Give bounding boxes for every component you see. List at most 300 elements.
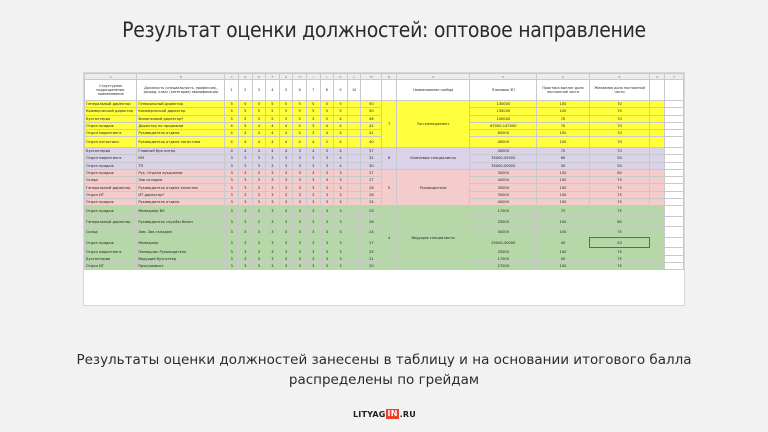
factor-cell[interactable]: 4 [320, 130, 334, 137]
factor-cell[interactable]: 3 [293, 206, 307, 217]
factor-cell[interactable] [347, 216, 361, 227]
dept-cell[interactable]: Отдел продаж [85, 169, 137, 176]
header-extra[interactable] [665, 80, 684, 101]
dept-cell[interactable]: Коммерческий директор [85, 108, 137, 115]
position-cell[interactable]: КМ [137, 155, 225, 162]
practice-cell[interactable]: 100 [537, 177, 589, 184]
factor-cell[interactable] [347, 206, 361, 217]
practice-cell[interactable]: 100 [537, 248, 589, 255]
dept-cell[interactable]: Отдел продаж [85, 206, 137, 217]
grade-name-cell[interactable]: Ключевые специалисты [397, 147, 470, 169]
position-cell[interactable]: Финансовый директор* [137, 115, 225, 122]
salary-cell[interactable]: 17000 [470, 255, 537, 262]
total-cell[interactable]: 27 [361, 169, 382, 176]
factor-cell[interactable]: 5 [225, 108, 239, 115]
factor-cell[interactable] [347, 162, 361, 169]
practice-cell[interactable]: 100 [537, 216, 589, 227]
position-cell[interactable]: Руководитель службы безоп [137, 216, 225, 227]
factor-cell[interactable]: 3 [293, 262, 307, 269]
dept-cell[interactable]: Бухгалтерия [85, 147, 137, 154]
column-letter[interactable]: D [238, 74, 252, 80]
factor-cell[interactable]: 3 [279, 162, 293, 169]
factor-cell[interactable]: 5 [238, 115, 252, 122]
dept-cell[interactable]: Отдел маркетинга [85, 155, 137, 162]
factor-cell[interactable]: 3 [334, 177, 348, 184]
extra-cell[interactable] [665, 122, 684, 129]
header-salary[interactable]: Плановая ЗП [470, 80, 537, 101]
factor-cell[interactable]: 3 [279, 237, 293, 248]
header-factor[interactable]: 4 [266, 80, 280, 101]
factor-cell[interactable]: 5 [279, 108, 293, 115]
factor-cell[interactable]: 4 [334, 147, 348, 154]
column-letter[interactable]: J [320, 74, 334, 80]
position-cell[interactable]: Руководитель отдела [137, 130, 225, 137]
dept-cell[interactable]: Отдел продаж [85, 122, 137, 129]
factor-cell[interactable]: 4 [225, 137, 239, 148]
target-cell[interactable]: 75 [589, 227, 650, 238]
factor-cell[interactable]: 3 [252, 191, 266, 198]
factor-cell[interactable] [347, 248, 361, 255]
factor-cell[interactable] [347, 155, 361, 162]
factor-cell[interactable]: 3 [225, 237, 239, 248]
factor-cell[interactable]: 5 [225, 115, 239, 122]
extra-cell[interactable] [650, 227, 665, 238]
factor-cell[interactable]: 5 [252, 108, 266, 115]
factor-cell[interactable]: 3 [293, 199, 307, 206]
total-cell[interactable]: 32 [361, 155, 382, 162]
factor-cell[interactable]: 4 [252, 147, 266, 154]
extra-cell[interactable] [665, 162, 684, 169]
factor-cell[interactable]: 3 [334, 191, 348, 198]
column-letter[interactable]: H [293, 74, 307, 80]
factor-cell[interactable]: 3 [225, 169, 239, 176]
factor-cell[interactable]: 3 [320, 184, 334, 191]
dept-cell[interactable]: Отдел ИТ [85, 191, 137, 198]
extra-cell[interactable] [665, 227, 684, 238]
factor-cell[interactable] [347, 130, 361, 137]
dept-cell[interactable]: Отдел логистики [85, 137, 137, 148]
extra-cell[interactable] [665, 137, 684, 148]
header-blank[interactable] [361, 80, 382, 101]
dept-cell[interactable]: Генеральный директор [85, 216, 137, 227]
extra-cell[interactable] [650, 169, 665, 176]
total-cell[interactable]: 50 [361, 108, 382, 115]
position-cell[interactable]: ИТ директор* [137, 191, 225, 198]
salary-cell[interactable]: 35000 [470, 191, 537, 198]
factor-cell[interactable]: 3 [238, 206, 252, 217]
target-cell[interactable]: 75 [589, 184, 650, 191]
extra-cell[interactable] [665, 115, 684, 122]
factor-cell[interactable]: 4 [252, 130, 266, 137]
factor-cell[interactable]: 3 [306, 177, 320, 184]
factor-cell[interactable]: 3 [252, 184, 266, 191]
practice-cell[interactable]: 70 [537, 115, 589, 122]
factor-cell[interactable]: 3 [225, 162, 239, 169]
extra-cell[interactable] [665, 216, 684, 227]
salary-cell[interactable]: 130000 [470, 108, 537, 115]
dept-cell[interactable]: Генеральный директор [85, 184, 137, 191]
header-extra[interactable] [650, 80, 665, 101]
factor-cell[interactable]: 3 [279, 199, 293, 206]
factor-cell[interactable]: 5 [238, 101, 252, 108]
practice-cell[interactable]: 100 [537, 199, 589, 206]
factor-cell[interactable]: 4 [252, 122, 266, 129]
factor-cell[interactable]: 3 [225, 206, 239, 217]
factor-cell[interactable]: 3 [238, 169, 252, 176]
factor-cell[interactable]: 3 [306, 162, 320, 169]
target-cell[interactable]: 75 [589, 206, 650, 217]
factor-cell[interactable]: 3 [306, 248, 320, 255]
factor-cell[interactable]: 3 [334, 199, 348, 206]
factor-cell[interactable]: 3 [266, 199, 280, 206]
factor-cell[interactable]: 3 [266, 191, 280, 198]
total-cell[interactable]: 27 [361, 177, 382, 184]
extra-cell[interactable] [665, 147, 684, 154]
extra-cell[interactable] [650, 137, 665, 148]
factor-cell[interactable]: 5 [320, 108, 334, 115]
factor-cell[interactable]: 3 [266, 255, 280, 262]
grade-number-cell[interactable]: 5 [382, 169, 397, 205]
header-factor[interactable]: 10 [347, 80, 361, 101]
total-cell[interactable]: 26 [361, 216, 382, 227]
column-letter[interactable]: A [85, 74, 137, 80]
factor-cell[interactable]: 3 [238, 184, 252, 191]
factor-cell[interactable]: 3 [252, 199, 266, 206]
factor-cell[interactable]: 3 [225, 191, 239, 198]
header-practice[interactable]: Практика выплат доли постоянной части [537, 80, 589, 101]
factor-cell[interactable]: 4 [279, 147, 293, 154]
header-dept[interactable]: Структурное подразделение, наименование [85, 80, 137, 101]
practice-cell[interactable]: 30 [537, 162, 589, 169]
extra-cell[interactable] [665, 262, 684, 269]
factor-cell[interactable] [347, 255, 361, 262]
factor-cell[interactable]: 3 [225, 199, 239, 206]
practice-cell[interactable]: 40 [537, 237, 589, 248]
factor-cell[interactable]: 3 [334, 237, 348, 248]
factor-cell[interactable]: 3 [225, 262, 239, 269]
column-letter[interactable]: T [665, 74, 684, 80]
extra-cell[interactable] [650, 216, 665, 227]
total-cell[interactable]: 40 [361, 137, 382, 148]
salary-cell[interactable]: 25000 [470, 248, 537, 255]
factor-cell[interactable]: 3 [306, 169, 320, 176]
factor-cell[interactable]: 4 [293, 137, 307, 148]
factor-cell[interactable]: 4 [238, 147, 252, 154]
extra-cell[interactable] [665, 184, 684, 191]
factor-cell[interactable]: 5 [238, 122, 252, 129]
extra-cell[interactable] [650, 206, 665, 217]
total-cell[interactable]: 21 [361, 255, 382, 262]
salary-cell[interactable]: 35000-55000 [470, 155, 537, 162]
extra-cell[interactable] [650, 191, 665, 198]
factor-cell[interactable]: 3 [266, 162, 280, 169]
factor-cell[interactable]: 3 [279, 191, 293, 198]
salary-cell[interactable]: 25000 [470, 216, 537, 227]
header-target[interactable]: Желаемая доля постоянной части [589, 80, 650, 101]
extra-cell[interactable] [650, 262, 665, 269]
header-factor[interactable]: 8 [320, 80, 334, 101]
factor-cell[interactable]: 3 [320, 262, 334, 269]
factor-cell[interactable]: 3 [238, 162, 252, 169]
factor-cell[interactable]: 3 [334, 262, 348, 269]
factor-cell[interactable]: 3 [225, 184, 239, 191]
target-cell[interactable]: 70 [589, 137, 650, 148]
factor-cell[interactable]: 5 [293, 115, 307, 122]
total-cell[interactable]: 27 [361, 237, 382, 248]
factor-cell[interactable]: 5 [293, 108, 307, 115]
factor-cell[interactable]: 3 [266, 216, 280, 227]
practice-cell[interactable]: 50 [537, 255, 589, 262]
factor-cell[interactable]: 4 [320, 122, 334, 129]
column-letter[interactable]: B [137, 74, 225, 80]
salary-cell[interactable]: 27000 [470, 262, 537, 269]
extra-cell[interactable] [650, 155, 665, 162]
column-letter[interactable]: R [589, 74, 650, 80]
factor-cell[interactable]: 3 [306, 216, 320, 227]
salary-cell[interactable]: 25000-30000 [470, 237, 537, 248]
factor-cell[interactable]: 3 [238, 237, 252, 248]
total-cell[interactable]: 20 [361, 262, 382, 269]
header-factor[interactable]: 3 [252, 80, 266, 101]
position-cell[interactable]: Рук. Отдела аукционов [137, 169, 225, 176]
factor-cell[interactable]: 4 [334, 137, 348, 148]
salary-cell[interactable]: 17000 [470, 206, 537, 217]
target-cell[interactable]: 75 [589, 248, 650, 255]
header-grade-num[interactable] [382, 80, 397, 101]
target-cell[interactable]: 53 [589, 237, 650, 248]
dept-cell[interactable]: Бухгалтерия [85, 255, 137, 262]
factor-cell[interactable]: 3 [293, 227, 307, 238]
position-cell[interactable]: Программист [137, 262, 225, 269]
factor-cell[interactable] [347, 184, 361, 191]
factor-cell[interactable]: 5 [306, 108, 320, 115]
total-cell[interactable]: 30 [361, 162, 382, 169]
target-cell[interactable]: 50 [589, 162, 650, 169]
target-cell[interactable]: 60 [589, 169, 650, 176]
factor-cell[interactable]: 3 [334, 248, 348, 255]
factor-cell[interactable]: 3 [293, 177, 307, 184]
factor-cell[interactable]: 3 [320, 237, 334, 248]
practice-cell[interactable]: 100 [537, 108, 589, 115]
salary-cell[interactable]: 40000 [470, 177, 537, 184]
extra-cell[interactable] [650, 115, 665, 122]
practice-cell[interactable]: 100 [537, 101, 589, 108]
factor-cell[interactable]: 4 [334, 122, 348, 129]
salary-cell[interactable]: 65000 [470, 130, 537, 137]
total-cell[interactable]: 26 [361, 184, 382, 191]
factor-cell[interactable]: 4 [252, 137, 266, 148]
practice-cell[interactable]: 100 [537, 191, 589, 198]
factor-cell[interactable]: 5 [334, 108, 348, 115]
factor-cell[interactable] [347, 199, 361, 206]
factor-cell[interactable]: 3 [238, 248, 252, 255]
column-letter[interactable]: G [279, 74, 293, 80]
position-cell[interactable]: ТП [137, 162, 225, 169]
factor-cell[interactable]: 3 [238, 262, 252, 269]
total-cell[interactable]: 24 [361, 227, 382, 238]
practice-cell[interactable]: 100 [537, 169, 589, 176]
position-cell[interactable]: Главный бухгалтер [137, 147, 225, 154]
target-cell[interactable]: 75 [589, 199, 650, 206]
dept-cell[interactable]: Бухгалтерия [85, 115, 137, 122]
grade-number-cell[interactable]: 4 [382, 206, 397, 270]
total-cell[interactable]: 37 [361, 147, 382, 154]
factor-cell[interactable]: 3 [293, 169, 307, 176]
factor-cell[interactable]: 4 [306, 147, 320, 154]
factor-cell[interactable]: 4 [334, 162, 348, 169]
header-factor[interactable]: 7 [306, 80, 320, 101]
grade-name-cell[interactable]: Руководители [397, 169, 470, 205]
factor-cell[interactable]: 3 [306, 155, 320, 162]
target-cell[interactable]: 50 [589, 155, 650, 162]
factor-cell[interactable]: 3 [334, 255, 348, 262]
factor-cell[interactable]: 3 [238, 227, 252, 238]
factor-cell[interactable]: 3 [252, 237, 266, 248]
factor-cell[interactable]: 3 [266, 206, 280, 217]
extra-cell[interactable] [665, 169, 684, 176]
factor-cell[interactable]: 3 [320, 191, 334, 198]
target-cell[interactable]: 75 [589, 255, 650, 262]
practice-cell[interactable]: 100 [537, 227, 589, 238]
salary-cell[interactable]: 40000 [470, 147, 537, 154]
factor-cell[interactable]: 3 [266, 248, 280, 255]
factor-cell[interactable]: 3 [306, 115, 320, 122]
column-letter[interactable]: Q [537, 74, 589, 80]
factor-cell[interactable]: 3 [225, 216, 239, 227]
salary-cell[interactable]: 40000 [470, 137, 537, 148]
factor-cell[interactable]: 3 [279, 206, 293, 217]
factor-cell[interactable]: 3 [266, 227, 280, 238]
factor-cell[interactable]: 3 [334, 206, 348, 217]
factor-cell[interactable]: 5 [279, 101, 293, 108]
factor-cell[interactable]: 4 [306, 137, 320, 148]
position-cell[interactable]: Коммерческий директор [137, 108, 225, 115]
factor-cell[interactable] [347, 227, 361, 238]
practice-cell[interactable]: 100 [537, 184, 589, 191]
position-cell[interactable]: Руководитель отдела качества [137, 184, 225, 191]
position-cell[interactable]: Руководитель отдела [137, 199, 225, 206]
factor-cell[interactable]: 3 [266, 184, 280, 191]
factor-cell[interactable] [347, 237, 361, 248]
factor-cell[interactable]: 4 [225, 130, 239, 137]
factor-cell[interactable]: 3 [293, 255, 307, 262]
practice-cell[interactable]: 60 [537, 155, 589, 162]
salary-cell[interactable]: 35000 [470, 184, 537, 191]
factor-cell[interactable]: 5 [252, 101, 266, 108]
factor-cell[interactable]: 3 [266, 262, 280, 269]
salary-cell[interactable]: 35000-50000 [470, 162, 537, 169]
extra-cell[interactable] [665, 248, 684, 255]
factor-cell[interactable]: 3 [266, 155, 280, 162]
factor-cell[interactable]: 3 [252, 255, 266, 262]
factor-cell[interactable]: 3 [238, 255, 252, 262]
extra-cell[interactable] [650, 108, 665, 115]
factor-cell[interactable]: 3 [238, 191, 252, 198]
grade-number-cell[interactable]: 6 [382, 147, 397, 169]
factor-cell[interactable]: 4 [279, 130, 293, 137]
header-factor[interactable]: 2 [238, 80, 252, 101]
extra-cell[interactable] [665, 206, 684, 217]
dept-cell[interactable]: Отдел продаж [85, 237, 137, 248]
position-cell[interactable]: Генеральный директор [137, 101, 225, 108]
factor-cell[interactable]: 3 [279, 155, 293, 162]
column-letter[interactable]: C [225, 74, 239, 80]
factor-cell[interactable]: 4 [279, 122, 293, 129]
factor-cell[interactable]: 3 [279, 177, 293, 184]
extra-cell[interactable] [665, 155, 684, 162]
position-cell[interactable]: Руководитель отдела логистики [137, 137, 225, 148]
factor-cell[interactable]: 4 [225, 122, 239, 129]
factor-cell[interactable]: 5 [279, 115, 293, 122]
factor-cell[interactable]: 3 [279, 184, 293, 191]
factor-cell[interactable]: 5 [266, 115, 280, 122]
column-letter[interactable]: M [361, 74, 382, 80]
factor-cell[interactable]: 5 [266, 108, 280, 115]
extra-cell[interactable] [665, 255, 684, 262]
column-letter[interactable]: N [382, 74, 397, 80]
header-position[interactable]: Должность (специальность, профессия), разряд, класс (категория) квалификации [137, 80, 225, 101]
factor-cell[interactable]: 4 [238, 137, 252, 148]
target-cell[interactable]: 60 [589, 216, 650, 227]
extra-cell[interactable] [650, 199, 665, 206]
extra-cell[interactable] [650, 147, 665, 154]
extra-cell[interactable] [650, 122, 665, 129]
grade-number-cell[interactable]: 7 [382, 101, 397, 148]
dept-cell[interactable]: Склад [85, 177, 137, 184]
factor-cell[interactable]: 3 [320, 206, 334, 217]
dept-cell[interactable]: Отдел продаж [85, 162, 137, 169]
salary-cell[interactable]: 130000 [470, 101, 537, 108]
factor-cell[interactable]: 3 [320, 199, 334, 206]
factor-cell[interactable]: 4 [266, 147, 280, 154]
total-cell[interactable]: 23 [361, 206, 382, 217]
factor-cell[interactable]: 3 [293, 216, 307, 227]
factor-cell[interactable]: 3 [279, 248, 293, 255]
factor-cell[interactable]: 3 [306, 184, 320, 191]
extra-cell[interactable] [665, 199, 684, 206]
factor-cell[interactable]: 3 [252, 162, 266, 169]
salary-cell[interactable]: 67000-147000 [470, 122, 537, 129]
position-cell[interactable]: Директор по продажам [137, 122, 225, 129]
factor-cell[interactable]: 5 [306, 101, 320, 108]
factor-cell[interactable]: 3 [293, 155, 307, 162]
salary-cell[interactable]: 100000 [470, 115, 537, 122]
factor-cell[interactable]: 3 [320, 162, 334, 169]
factor-cell[interactable]: 3 [266, 177, 280, 184]
position-cell[interactable]: Зав складом [137, 177, 225, 184]
factor-cell[interactable]: 3 [279, 216, 293, 227]
position-cell[interactable]: Менеджер ВЭ [137, 206, 225, 217]
factor-cell[interactable]: 5 [238, 108, 252, 115]
factor-cell[interactable]: 5 [252, 115, 266, 122]
target-cell[interactable]: 70 [589, 130, 650, 137]
practice-cell[interactable]: 100 [537, 262, 589, 269]
factor-cell[interactable]: 3 [306, 227, 320, 238]
column-letter[interactable]: K [334, 74, 348, 80]
total-cell[interactable]: 50 [361, 101, 382, 108]
factor-cell[interactable]: 3 [306, 122, 320, 129]
target-cell[interactable]: 70 [589, 101, 650, 108]
header-factor[interactable]: 1 [225, 80, 239, 101]
factor-cell[interactable]: 3 [266, 237, 280, 248]
factor-cell[interactable] [347, 122, 361, 129]
factor-cell[interactable]: 3 [225, 155, 239, 162]
factor-cell[interactable] [347, 101, 361, 108]
extra-cell[interactable] [665, 101, 684, 108]
factor-cell[interactable] [347, 115, 361, 122]
extra-cell[interactable] [650, 101, 665, 108]
factor-cell[interactable] [347, 262, 361, 269]
